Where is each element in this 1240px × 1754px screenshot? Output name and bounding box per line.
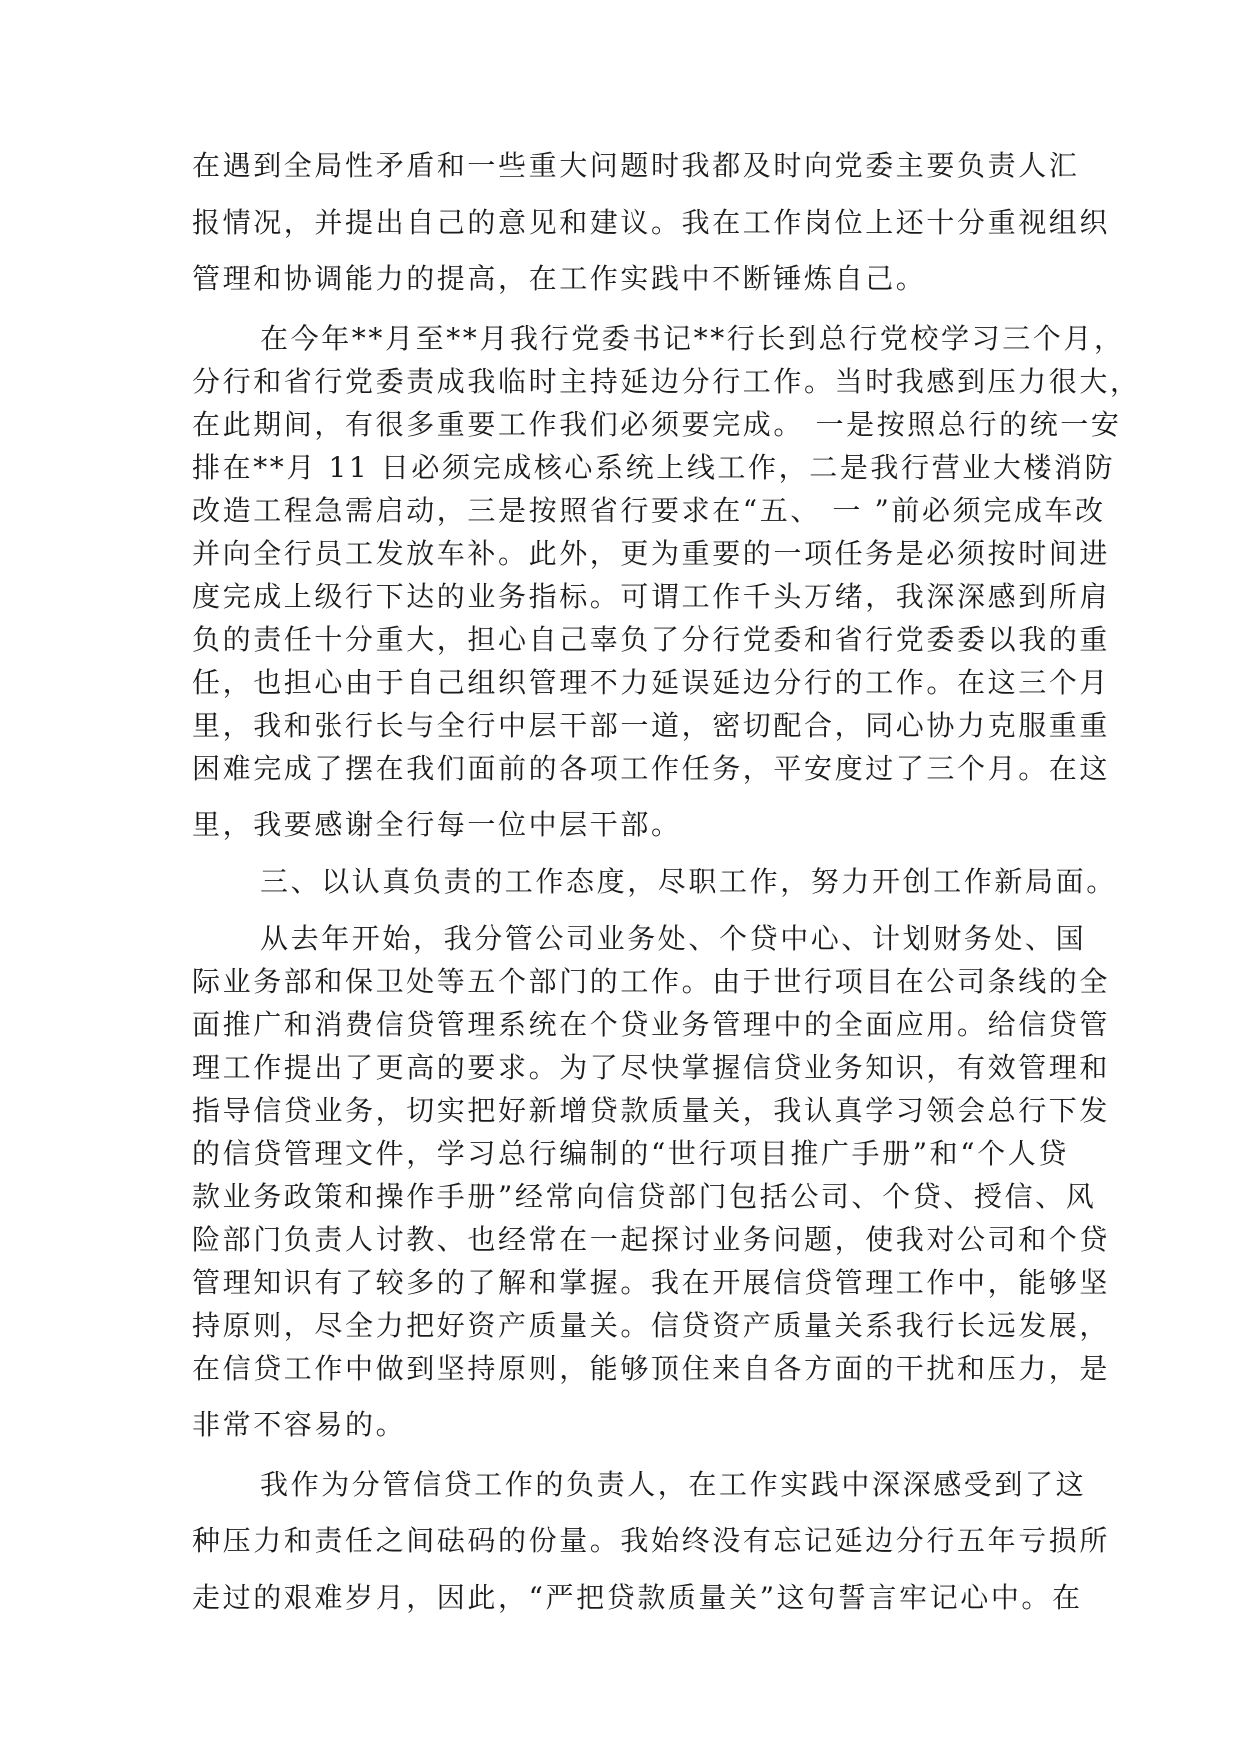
text-line: 在此期间，有很多重要工作我们必须要完成。 一是按照总行的统一安 (192, 408, 1122, 441)
text-line: 面推广和消费信贷管理系统在个贷业务管理中的全面应用。给信贷管 (192, 1008, 1111, 1041)
text-line: 走过的艰难岁月，因此，“严把贷款质量关”这句誓言牢记心中。在 (192, 1581, 1083, 1614)
paragraph-first-line: 在今年**月至**月我行党委书记**行长到总行党校学习三个月， (260, 322, 1125, 355)
text-line: 报情况，并提出自己的意见和建议。我在工作岗位上还十分重视组织 (192, 206, 1111, 239)
text-line: 的信贷管理文件，学习总行编制的“世行项目推广手册”和“个人贷 (192, 1137, 1069, 1170)
paragraph-first-line: 我作为分管信贷工作的负责人，在工作实践中深深感受到了这 (260, 1468, 1087, 1501)
text-line: 款业务政策和操作手册”经常向信贷部门包括公司、个贷、授信、风 (192, 1180, 1097, 1213)
text-line: 险部门负责人讨教、也经常在一起探讨业务问题，使我对公司和个贷 (192, 1223, 1111, 1256)
text-line: 困难完成了摆在我们面前的各项工作任务，平安度过了三个月。在这 (192, 752, 1111, 785)
text-line: 改造工程急需启动，三是按照省行要求在“五、 一 ”前必须完成车改 (192, 494, 1106, 527)
text-line: 排在**月 11 日必须完成核心系统上线工作，二是我行营业大楼消防 (192, 451, 1116, 484)
text-line: 非常不容易的。 (192, 1408, 407, 1441)
text-line: 指导信贷业务，切实把好新增贷款质量关，我认真学习领会总行下发 (192, 1094, 1111, 1127)
text-line: 里，我和张行长与全行中层干部一道，密切配合，同心协力克服重重 (192, 709, 1111, 742)
text-line: 际业务部和保卫处等五个部门的工作。由于世行项目在公司条线的全 (192, 965, 1111, 998)
text-line: 里，我要感谢全行每一位中层干部。 (192, 808, 682, 841)
text-line: 管理知识有了较多的了解和掌握。我在开展信贷管理工作中，能够坚 (192, 1266, 1111, 1299)
text-line: 管理和协调能力的提高，在工作实践中不断锤炼自己。 (192, 262, 927, 295)
text-line: 在信贷工作中做到坚持原则，能够顶住来自各方面的干扰和压力，是 (192, 1352, 1111, 1385)
text-line: 并向全行员工发放车补。此外，更为重要的一项任务是必须按时间进 (192, 537, 1111, 570)
text-line: 负的责任十分重大，担心自己辜负了分行党委和省行党委委以我的重 (192, 623, 1111, 656)
text-line: 分行和省行党委责成我临时主持延边分行工作。当时我感到压力很大， (192, 365, 1141, 398)
paragraph-first-line: 从去年开始，我分管公司业务处、个贷中心、计划财务处、国 (260, 922, 1087, 955)
text-line: 任，也担心由于自己组织管理不力延误延边分行的工作。在这三个月 (192, 666, 1111, 699)
text-line: 在遇到全局性矛盾和一些重大问题时我都及时向党委主要负责人汇 (192, 149, 1080, 182)
text-line: 种压力和责任之间砝码的份量。我始终没有忘记延边分行五年亏损所 (192, 1524, 1111, 1557)
text-line: 理工作提出了更高的要求。为了尽快掌握信贷业务知识，有效管理和 (192, 1051, 1111, 1084)
text-line: 持原则，尽全力把好资产质量关。信贷资产质量关系我行长远发展， (192, 1309, 1111, 1342)
text-line: 度完成上级行下达的业务指标。可谓工作千头万绪，我深深感到所肩 (192, 580, 1111, 613)
section-heading: 三、以认真负责的工作态度，尽职工作，努力开创工作新局面。 (260, 865, 1117, 898)
